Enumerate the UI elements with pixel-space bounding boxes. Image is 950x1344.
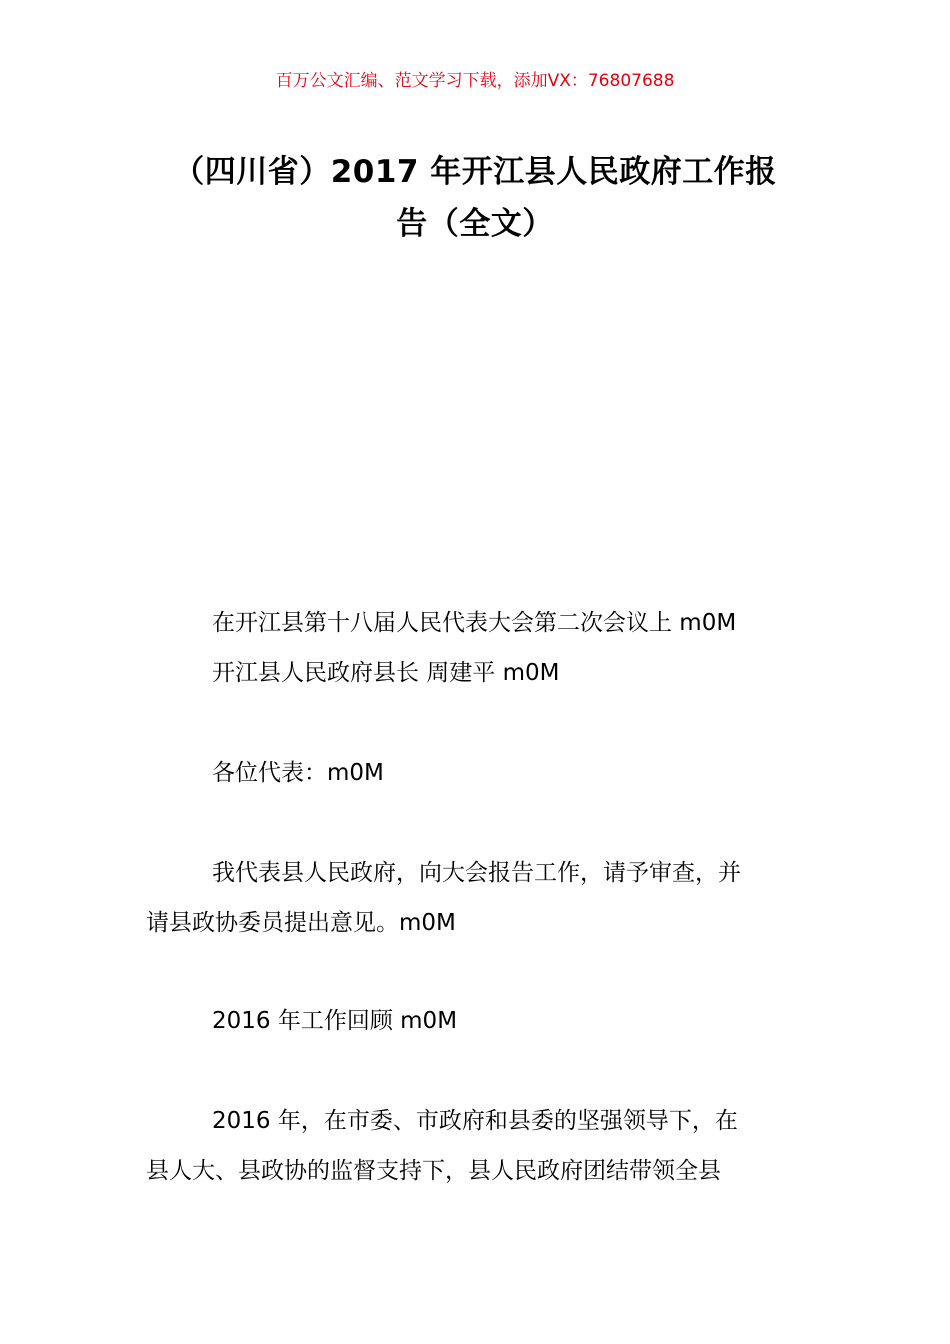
review-line-2: 县人大、县政协的监督支持下，县人民政府团结带领全县	[146, 1158, 721, 1184]
title-line-1: （四川省）2017 年开江县人民政府工作报	[173, 154, 777, 190]
title-line-2: 告（全文）	[396, 206, 554, 242]
opening-block	[146, 598, 808, 698]
salutation-line: 各位代表：m0M	[212, 760, 384, 786]
intro-line-2: 请县政协委员提出意见。m0M	[146, 910, 456, 936]
intro-line-1: 我代表县人民政府，向大会报告工作，请予审查，并	[212, 860, 741, 886]
section-heading-paragraph	[146, 996, 808, 1046]
salutation-paragraph	[146, 748, 808, 798]
intro-paragraph	[146, 848, 808, 948]
review-line-1: 2016 年，在市委、市政府和县委的坚强领导下，在	[212, 1108, 738, 1134]
section-heading: 2016 年工作回顾 m0M	[212, 1008, 458, 1034]
speaker-line: 开江县人民政府县长 周建平 m0M	[212, 660, 560, 686]
document-title	[140, 146, 810, 250]
venue-line: 在开江县第十八届人民代表大会第二次会议上 m0M	[212, 610, 737, 636]
header-promo-note: 百万公文汇编、范文学习下载，添加VX：76807688	[275, 71, 675, 91]
review-paragraph	[146, 1096, 808, 1196]
